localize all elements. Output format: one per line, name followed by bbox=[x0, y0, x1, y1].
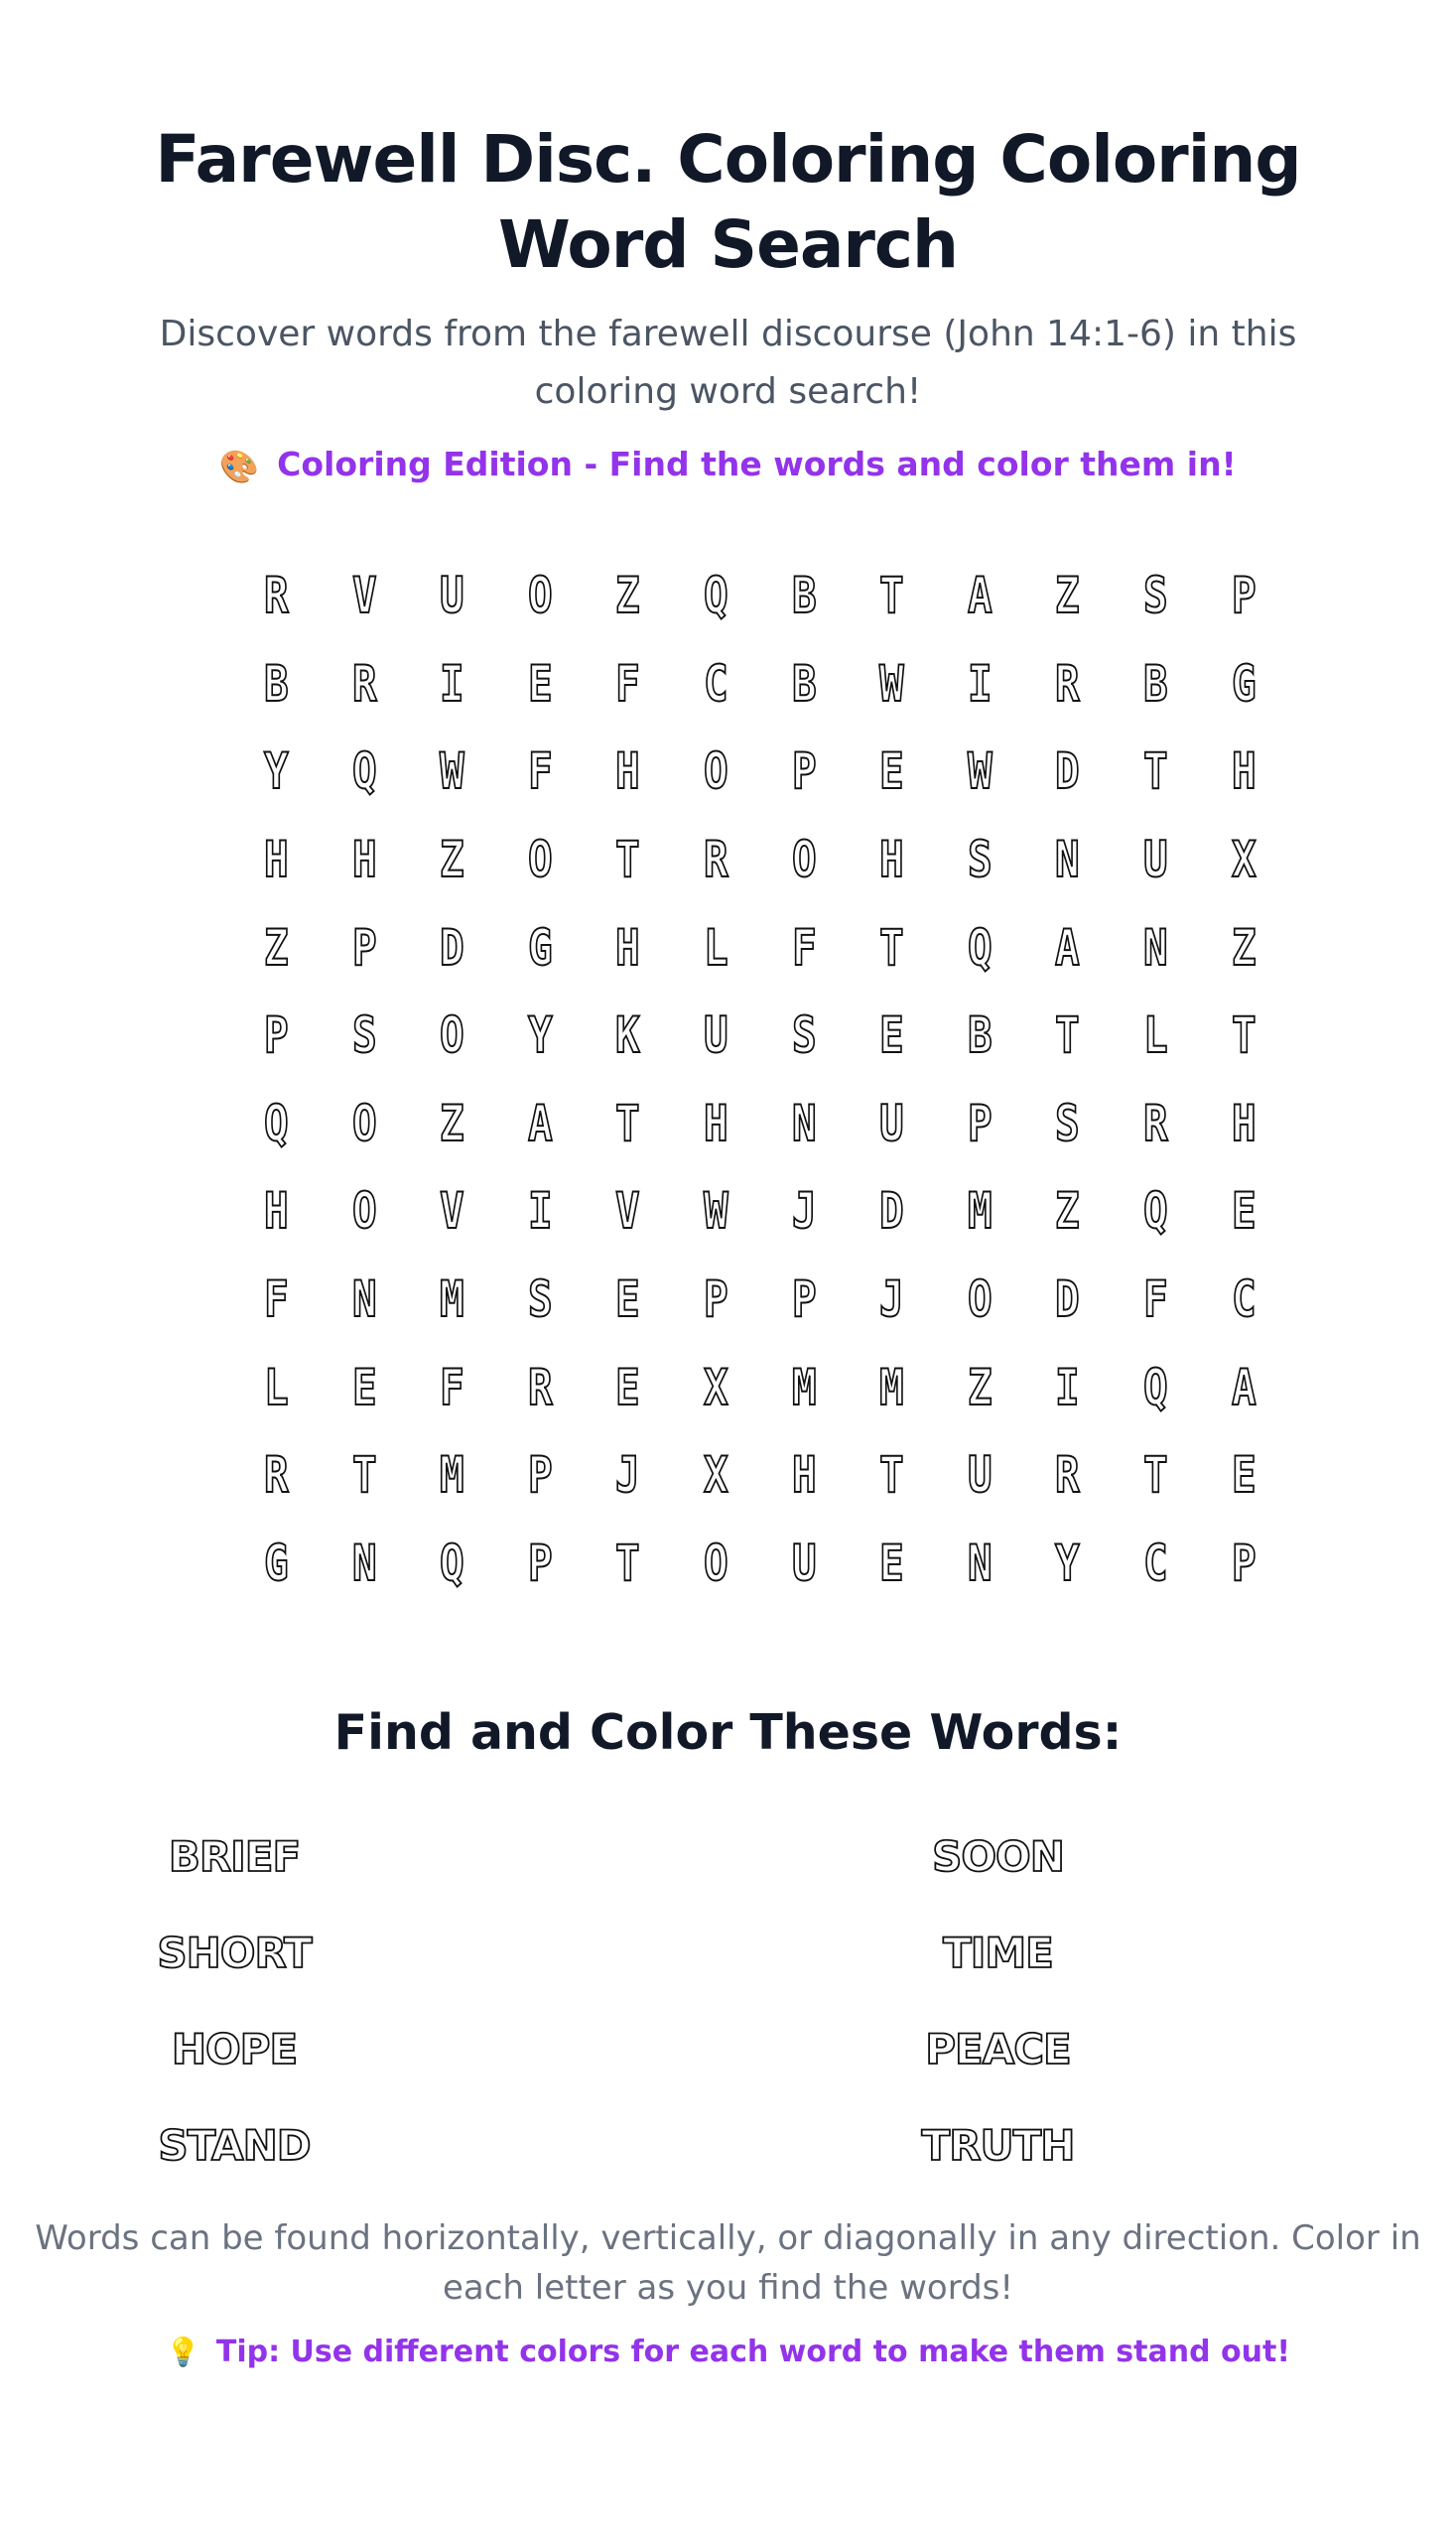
grid-cell[interactable]: B bbox=[967, 1006, 993, 1065]
grid-cell[interactable]: H bbox=[703, 1094, 728, 1152]
grid-cell[interactable]: X bbox=[1231, 831, 1257, 889]
grid-cell[interactable]: Z bbox=[1055, 1182, 1080, 1241]
grid-cell[interactable]: T bbox=[879, 567, 904, 625]
grid-cell[interactable]: Q bbox=[967, 918, 993, 977]
grid-cell[interactable]: D bbox=[1055, 1270, 1080, 1329]
grid-cell[interactable]: S bbox=[527, 1270, 553, 1329]
edition-banner bbox=[0, 443, 1456, 488]
grid-cell[interactable]: P bbox=[791, 1270, 817, 1329]
grid-cell[interactable]: P bbox=[703, 1270, 728, 1329]
grid-cell[interactable]: T bbox=[1231, 1006, 1257, 1065]
footer bbox=[0, 2213, 1456, 2372]
grid-cell[interactable]: O bbox=[967, 1270, 993, 1329]
grid-cell[interactable]: K bbox=[615, 1006, 641, 1065]
grid-cell[interactable]: E bbox=[1231, 1182, 1257, 1241]
grid-cell[interactable]: J bbox=[615, 1446, 641, 1505]
grid-cell[interactable]: Z bbox=[263, 918, 289, 977]
grid-cell[interactable]: X bbox=[703, 1358, 728, 1416]
word-item: STAND bbox=[158, 2121, 311, 2170]
grid-cell[interactable]: Z bbox=[1055, 567, 1080, 625]
grid-cell[interactable]: S bbox=[791, 1006, 817, 1065]
grid-cell[interactable]: V bbox=[351, 567, 377, 625]
word-item: HOPE bbox=[171, 2025, 298, 2073]
grid-cell[interactable]: Z bbox=[615, 567, 641, 625]
letter-grid bbox=[232, 552, 1288, 1607]
grid-cell[interactable]: E bbox=[351, 1358, 377, 1416]
word-item: SHORT bbox=[157, 1929, 312, 1977]
grid-cell[interactable]: Q bbox=[263, 1094, 289, 1152]
grid-cell[interactable]: G bbox=[1231, 654, 1257, 713]
grid-cell[interactable]: Z bbox=[440, 831, 464, 889]
grid-cell[interactable]: E bbox=[879, 1006, 904, 1065]
grid-cell[interactable]: T bbox=[615, 1534, 641, 1592]
grid-cell[interactable]: B bbox=[791, 654, 817, 713]
grid-cell[interactable]: Z bbox=[1231, 918, 1257, 977]
grid-cell[interactable]: P bbox=[263, 1006, 289, 1065]
grid-cell[interactable]: H bbox=[351, 831, 377, 889]
grid-cell[interactable]: T bbox=[879, 1446, 904, 1505]
grid-cell[interactable]: G bbox=[263, 1534, 289, 1592]
grid-cell[interactable]: O bbox=[527, 567, 553, 625]
grid-cell[interactable]: N bbox=[967, 1534, 993, 1592]
grid-cell[interactable]: L bbox=[263, 1358, 289, 1416]
grid-cell[interactable]: T bbox=[1142, 742, 1168, 801]
grid-cell[interactable]: A bbox=[1055, 918, 1080, 977]
grid-cell[interactable]: E bbox=[615, 1270, 641, 1329]
grid-cell[interactable]: R bbox=[1055, 654, 1080, 713]
grid-cell[interactable]: F bbox=[615, 654, 641, 713]
grid-cell[interactable]: F bbox=[791, 918, 817, 977]
grid-cell[interactable]: V bbox=[440, 1182, 464, 1241]
grid-cell[interactable]: Z bbox=[440, 1094, 464, 1152]
grid-cell[interactable]: O bbox=[791, 831, 817, 889]
grid-cell[interactable]: N bbox=[351, 1534, 377, 1592]
grid-cell[interactable]: B bbox=[263, 654, 289, 713]
grid-cell[interactable]: X bbox=[703, 1446, 728, 1505]
grid-cell[interactable]: N bbox=[1142, 918, 1168, 977]
grid-cell[interactable]: U bbox=[967, 1446, 993, 1505]
grid-cell[interactable]: I bbox=[1055, 1358, 1080, 1416]
grid-cell[interactable]: L bbox=[703, 918, 728, 977]
grid-cell[interactable]: H bbox=[615, 742, 641, 801]
grid-cell[interactable]: T bbox=[1055, 1006, 1080, 1065]
grid-cell[interactable]: Y bbox=[263, 742, 289, 801]
grid-cell[interactable]: W bbox=[967, 742, 993, 801]
grid-cell[interactable]: S bbox=[1142, 567, 1168, 625]
grid-cell[interactable]: H bbox=[615, 918, 641, 977]
grid-cell[interactable]: H bbox=[791, 1446, 817, 1505]
grid-cell[interactable]: C bbox=[703, 654, 728, 713]
grid-cell[interactable]: A bbox=[1231, 1358, 1257, 1416]
grid-cell[interactable]: L bbox=[1142, 1006, 1168, 1065]
instructions-text: Words can be found horizontally, vertically, or diagonally in any direction. Color in each letter as you find the words! bbox=[35, 2218, 1421, 2308]
grid-cell[interactable]: F bbox=[440, 1358, 464, 1416]
grid-cell[interactable]: I bbox=[967, 654, 993, 713]
grid-cell[interactable]: N bbox=[791, 1094, 817, 1152]
grid-cell[interactable]: R bbox=[1142, 1094, 1168, 1152]
grid-cell[interactable]: R bbox=[1055, 1446, 1080, 1505]
grid-cell[interactable]: A bbox=[527, 1094, 553, 1152]
grid-cell[interactable]: H bbox=[263, 831, 289, 889]
grid-cell[interactable]: U bbox=[703, 1006, 728, 1065]
grid-cell[interactable]: R bbox=[527, 1358, 553, 1416]
grid-cell[interactable]: M bbox=[791, 1358, 817, 1416]
grid-cell[interactable]: O bbox=[527, 831, 553, 889]
grid-cell[interactable]: P bbox=[527, 1534, 553, 1592]
grid-cell[interactable]: U bbox=[1142, 831, 1168, 889]
grid-cell[interactable]: I bbox=[440, 654, 464, 713]
grid-cell[interactable]: O bbox=[703, 742, 728, 801]
grid-cell[interactable]: U bbox=[791, 1534, 817, 1592]
grid-cell[interactable]: U bbox=[440, 567, 464, 625]
grid-cell[interactable]: J bbox=[879, 1270, 904, 1329]
grid-cell[interactable]: W bbox=[440, 742, 464, 801]
grid-cell[interactable]: O bbox=[440, 1006, 464, 1065]
grid-cell[interactable]: A bbox=[967, 567, 993, 625]
grid-cell[interactable]: D bbox=[440, 918, 464, 977]
grid-cell[interactable]: G bbox=[527, 918, 553, 977]
grid-cell[interactable]: T bbox=[879, 918, 904, 977]
grid-cell[interactable]: T bbox=[351, 1446, 377, 1505]
word-item: BRIEF bbox=[168, 1832, 301, 1881]
grid-cell[interactable]: B bbox=[1142, 654, 1168, 713]
lightbulb-icon: 💡 bbox=[165, 2336, 200, 2368]
grid-cell[interactable]: P bbox=[967, 1094, 993, 1152]
grid-cell[interactable]: M bbox=[440, 1270, 464, 1329]
grid-cell[interactable]: W bbox=[703, 1182, 728, 1241]
grid-cell[interactable]: Q bbox=[1142, 1358, 1168, 1416]
grid-cell[interactable]: F bbox=[1142, 1270, 1168, 1329]
grid-cell[interactable]: P bbox=[791, 742, 817, 801]
grid-cell[interactable]: H bbox=[1231, 742, 1257, 801]
word-item: TIME bbox=[943, 1929, 1053, 1977]
header bbox=[0, 0, 1456, 488]
grid-cell[interactable]: P bbox=[1231, 567, 1257, 625]
grid-cell[interactable]: T bbox=[615, 1094, 641, 1152]
grid-cell[interactable]: N bbox=[1055, 831, 1080, 889]
grid-cell[interactable]: C bbox=[1231, 1270, 1257, 1329]
grid-cell[interactable]: E bbox=[615, 1358, 641, 1416]
page-subtitle: Discover words from the farewell discourse (John 14:1-6) in this coloring word search! bbox=[159, 314, 1297, 412]
tip-text: Tip: Use different colors for each word to make them stand out! bbox=[215, 2335, 1291, 2369]
grid-cell[interactable]: T bbox=[615, 831, 641, 889]
grid-cell[interactable]: H bbox=[879, 831, 904, 889]
grid-cell[interactable]: C bbox=[1142, 1534, 1168, 1592]
grid-cell[interactable]: O bbox=[351, 1094, 377, 1152]
grid-cell[interactable]: E bbox=[879, 742, 904, 801]
grid-cell[interactable]: H bbox=[263, 1182, 289, 1241]
grid-cell[interactable]: E bbox=[1231, 1446, 1257, 1505]
grid-cell[interactable]: P bbox=[351, 918, 377, 977]
word-item: SOON bbox=[932, 1832, 1064, 1881]
grid-cell[interactable]: D bbox=[1055, 742, 1080, 801]
grid-cell[interactable]: V bbox=[615, 1182, 641, 1241]
grid-cell[interactable]: Q bbox=[1142, 1182, 1168, 1241]
grid-cell[interactable]: S bbox=[1055, 1094, 1080, 1152]
grid-cell[interactable]: Q bbox=[703, 567, 728, 625]
word-item: TRUTH bbox=[921, 2121, 1075, 2170]
grid-cell[interactable]: W bbox=[879, 654, 904, 713]
grid-cell[interactable]: E bbox=[527, 654, 553, 713]
grid-cell[interactable]: I bbox=[527, 1182, 553, 1241]
grid-cell[interactable]: S bbox=[967, 831, 993, 889]
grid-cell[interactable]: R bbox=[351, 654, 377, 713]
word-list bbox=[0, 1808, 1456, 2194]
grid-cell[interactable]: Y bbox=[527, 1006, 553, 1065]
grid-cell[interactable]: R bbox=[703, 831, 728, 889]
grid-cell[interactable]: M bbox=[879, 1358, 904, 1416]
grid-cell[interactable]: Z bbox=[967, 1358, 993, 1416]
grid-cell[interactable]: T bbox=[1142, 1446, 1168, 1505]
palette-icon: 🎨 bbox=[219, 448, 260, 485]
word-list-heading: Find and Color These Words: bbox=[333, 1704, 1123, 1761]
grid-cell[interactable]: N bbox=[351, 1270, 377, 1329]
grid-cell[interactable]: Y bbox=[1055, 1534, 1080, 1592]
grid-cell[interactable]: M bbox=[967, 1182, 993, 1241]
edition-text: Coloring Edition - Find the words and color them in! bbox=[277, 445, 1237, 483]
grid-cell[interactable]: D bbox=[879, 1182, 904, 1241]
grid-cell[interactable]: U bbox=[879, 1094, 904, 1152]
grid-cell[interactable]: Q bbox=[351, 742, 377, 801]
grid-cell[interactable]: M bbox=[440, 1446, 464, 1505]
grid-cell[interactable]: F bbox=[527, 742, 553, 801]
grid-cell[interactable]: S bbox=[351, 1006, 377, 1065]
grid-cell[interactable]: R bbox=[263, 567, 289, 625]
page-title: Farewell Disc. Coloring Coloring Word Search bbox=[155, 121, 1301, 283]
grid-cell[interactable]: H bbox=[1231, 1094, 1257, 1152]
grid-cell[interactable]: F bbox=[263, 1270, 289, 1329]
grid-cell[interactable]: E bbox=[879, 1534, 904, 1592]
grid-cell[interactable]: Q bbox=[440, 1534, 464, 1592]
word-item: PEACE bbox=[925, 2025, 1071, 2073]
grid-cell[interactable]: P bbox=[1231, 1534, 1257, 1592]
grid-cell[interactable]: O bbox=[351, 1182, 377, 1241]
tip-banner bbox=[0, 2333, 1456, 2372]
grid-cell[interactable]: B bbox=[791, 567, 817, 625]
grid-cell[interactable]: O bbox=[703, 1534, 728, 1592]
grid-cell[interactable]: P bbox=[527, 1446, 553, 1505]
grid-cell[interactable]: R bbox=[263, 1446, 289, 1505]
grid-cell[interactable]: J bbox=[791, 1182, 817, 1241]
